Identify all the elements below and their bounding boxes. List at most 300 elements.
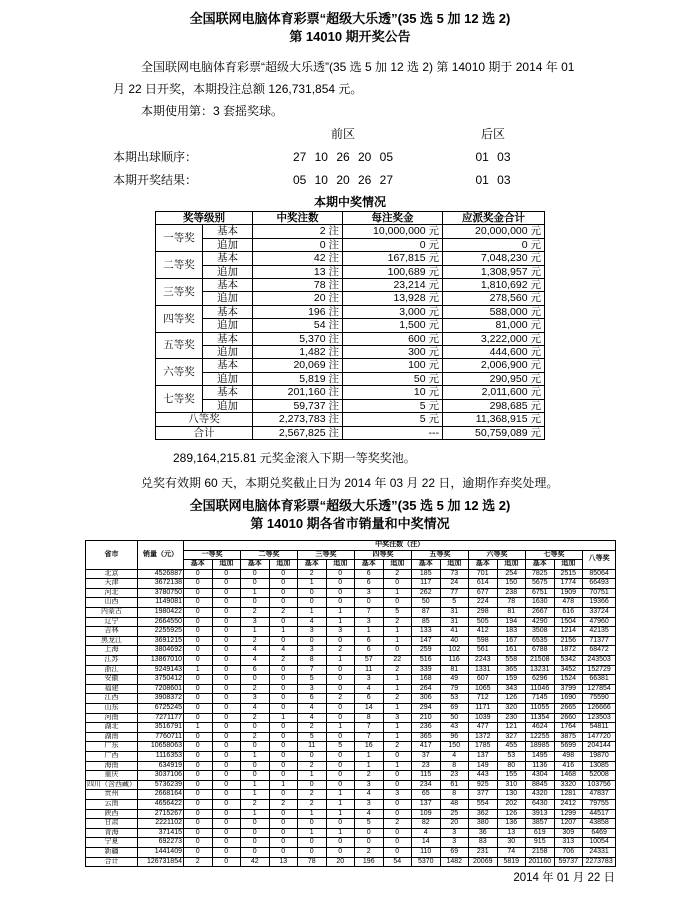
province-win-count: 362 xyxy=(469,809,498,819)
province-win-count: 3 xyxy=(383,713,412,723)
province-sales: 6725245 xyxy=(138,704,184,714)
province-win-count: 3 xyxy=(355,780,384,790)
province-row xyxy=(86,799,616,809)
province-win-count: 377 xyxy=(469,790,498,800)
province-win-count: 0 xyxy=(269,675,298,685)
province-win-count: 6 xyxy=(355,636,384,646)
province-win-count: 1 xyxy=(326,608,355,618)
province-win-count: 498 xyxy=(554,751,583,761)
province-win-count: 0 xyxy=(298,838,327,848)
prize-total-amount: 0 元 xyxy=(443,238,545,251)
province-win-count: 0 xyxy=(269,751,298,761)
province-win-count: 21508 xyxy=(526,656,555,666)
province-win-count: 150 xyxy=(497,579,526,589)
province-win-count: 3 xyxy=(383,790,412,800)
province-win-count: 161 xyxy=(497,646,526,656)
province-win-count: 11354 xyxy=(526,713,555,723)
province-win-count: 121 xyxy=(497,723,526,733)
province-win-count: 0 xyxy=(269,742,298,752)
province-win-count: 5675 xyxy=(526,579,555,589)
prize-tier-row xyxy=(156,332,545,345)
province-win-count: 5 xyxy=(440,598,469,608)
province-win-count: 339 xyxy=(412,665,441,675)
province-win-count: 0 xyxy=(212,646,241,656)
header-basic: 基本 xyxy=(469,560,498,570)
province-win-count: 0 xyxy=(326,761,355,771)
prize-count: 2,567,825 注 xyxy=(253,426,343,439)
province-win-count: 79 xyxy=(440,684,469,694)
province-win-count: 126666 xyxy=(583,704,616,714)
prize-per-amount: --- xyxy=(343,426,443,439)
province-row xyxy=(86,704,616,714)
province-name: 河北 xyxy=(86,588,138,598)
header-add: 追加 xyxy=(326,560,355,570)
province-win-count: 0 xyxy=(184,569,213,579)
province-win-count: 1372 xyxy=(469,732,498,742)
province-win-count: 0 xyxy=(184,828,213,838)
province-sales: 4656422 xyxy=(138,799,184,809)
province-win-count: 5370 xyxy=(412,857,441,867)
province-win-count: 3320 xyxy=(554,780,583,790)
province-row xyxy=(86,790,616,800)
province-win-count: 30 xyxy=(497,838,526,848)
province-win-count: 10054 xyxy=(583,838,616,848)
province-win-count: 0 xyxy=(212,579,241,589)
province-win-count: 298 xyxy=(469,608,498,618)
province-win-count: 0 xyxy=(326,819,355,829)
province-win-count: 0 xyxy=(212,636,241,646)
province-win-count: 155 xyxy=(497,771,526,781)
prize-count: 20,069 注 xyxy=(253,359,343,372)
province-name: 山东 xyxy=(86,704,138,714)
province-win-count: 137 xyxy=(412,799,441,809)
province-win-count: 4 xyxy=(241,646,270,656)
province-sales: 3691215 xyxy=(138,636,184,646)
province-win-count: 3 xyxy=(241,617,270,627)
province-win-count: 3 xyxy=(440,828,469,838)
province-win-count: 196 xyxy=(355,857,384,867)
province-win-count: 712 xyxy=(469,694,498,704)
province-win-count: 194 xyxy=(497,617,526,627)
province-win-count: 343 xyxy=(497,684,526,694)
province-win-count: 1 xyxy=(241,809,270,819)
prize-count: 2,273,783 注 xyxy=(253,413,343,426)
province-win-count: 126 xyxy=(497,694,526,704)
province-sales: 3804692 xyxy=(138,646,184,656)
province-win-count: 0 xyxy=(212,828,241,838)
draw-order-back-numbers: 01 03 xyxy=(475,149,511,164)
province-win-count: 133 xyxy=(412,627,441,637)
province-win-count: 25 xyxy=(440,809,469,819)
province-win-count: 2 xyxy=(298,569,327,579)
prize-subtype: 追加 xyxy=(203,399,253,412)
province-win-count: 23 xyxy=(440,771,469,781)
province-win-count: 202 xyxy=(497,799,526,809)
province-win-count: 1 xyxy=(383,627,412,637)
province-win-count: 0 xyxy=(269,579,298,589)
prize-count: 42 注 xyxy=(253,252,343,265)
province-win-count: 44517 xyxy=(583,809,616,819)
province-win-count: 70751 xyxy=(583,588,616,598)
province-win-count: 1495 xyxy=(526,751,555,761)
province-win-count: 915 xyxy=(526,838,555,848)
province-win-count: 11 xyxy=(355,665,384,675)
province-win-count: 3508 xyxy=(526,627,555,637)
province-win-count: 4 xyxy=(355,684,384,694)
province-row xyxy=(86,608,616,618)
province-win-count: 43 xyxy=(440,723,469,733)
province-win-count: 224 xyxy=(469,598,498,608)
prize-total-amount: 3,222,000 元 xyxy=(443,332,545,345)
province-win-count: 110 xyxy=(412,847,441,857)
province-win-count: 0 xyxy=(326,704,355,714)
province-win-count: 0 xyxy=(241,569,270,579)
province-win-count: 0 xyxy=(212,742,241,752)
province-win-count: 7 xyxy=(355,723,384,733)
prize-per-amount: 100 元 xyxy=(343,359,443,372)
province-win-count: 54811 xyxy=(583,723,616,733)
prize-tier-name: 六等奖 xyxy=(156,359,203,386)
province-win-count: 0 xyxy=(383,847,412,857)
prize-subtype: 基本 xyxy=(203,359,253,372)
province-sales: 7760711 xyxy=(138,732,184,742)
province-win-count: 607 xyxy=(469,675,498,685)
province-win-count: 204144 xyxy=(583,742,616,752)
province-name: 湖北 xyxy=(86,723,138,733)
province-win-count: 168 xyxy=(412,675,441,685)
prize-total-amount: 11,368,915 元 xyxy=(443,413,545,426)
province-sales: 2255925 xyxy=(138,627,184,637)
province-row xyxy=(86,732,616,742)
province-win-count: 50 xyxy=(440,713,469,723)
province-sales: 1441409 xyxy=(138,847,184,857)
province-win-count: 31 xyxy=(440,608,469,618)
province-win-count: 5 xyxy=(326,742,355,752)
province-win-count: 1764 xyxy=(554,723,583,733)
province-win-count: 68472 xyxy=(583,646,616,656)
province-win-count: 18985 xyxy=(526,742,555,752)
province-row xyxy=(86,819,616,829)
province-win-count: 455 xyxy=(497,742,526,752)
province-win-count: 365 xyxy=(412,732,441,742)
prize-total-amount: 588,000 元 xyxy=(443,305,545,318)
province-win-count: 102 xyxy=(440,646,469,656)
prize-header-row xyxy=(156,212,545,225)
province-win-count: 65 xyxy=(412,790,441,800)
page-title xyxy=(0,10,700,46)
prize-total-amount: 2,006,900 元 xyxy=(443,359,545,372)
province-name: 新疆 xyxy=(86,847,138,857)
prize-subtype: 追加 xyxy=(203,346,253,359)
province-win-count: 6788 xyxy=(526,646,555,656)
province-sales: 5736239 xyxy=(138,780,184,790)
prize-count: 59,737 注 xyxy=(253,399,343,412)
province-win-count: 365 xyxy=(497,665,526,675)
province-win-count: 2 xyxy=(326,646,355,656)
prize-total-amount: 20,000,000 元 xyxy=(443,225,545,238)
province-win-count: 234 xyxy=(412,780,441,790)
province-win-count: 6535 xyxy=(526,636,555,646)
province-win-count: 1 xyxy=(298,809,327,819)
province-win-count: 6 xyxy=(355,646,384,656)
province-row xyxy=(86,857,616,867)
province-row xyxy=(86,828,616,838)
province-win-count: 320 xyxy=(497,704,526,714)
province-win-count: 0 xyxy=(184,732,213,742)
province-win-count: 477 xyxy=(469,723,498,733)
province-name: 宁夏 xyxy=(86,838,138,848)
province-sales: 1980422 xyxy=(138,608,184,618)
province-win-count: 7 xyxy=(355,608,384,618)
province-win-count: 23 xyxy=(412,761,441,771)
province-name: 山西 xyxy=(86,598,138,608)
province-win-count: 0 xyxy=(269,588,298,598)
province-win-count: 0 xyxy=(326,588,355,598)
prize-tier-row xyxy=(156,346,545,359)
prize-subtype: 基本 xyxy=(203,386,253,399)
prize-total-amount: 1,308,957 元 xyxy=(443,265,545,278)
province-win-count: 2515 xyxy=(554,569,583,579)
prize-count: 2 注 xyxy=(253,225,343,238)
province-row xyxy=(86,665,616,675)
province-win-count: 81 xyxy=(440,665,469,675)
province-win-count: 1214 xyxy=(554,627,583,637)
province-win-count: 6 xyxy=(355,694,384,704)
province-win-count: 149 xyxy=(469,761,498,771)
province-win-count: 117 xyxy=(412,579,441,589)
prize-tier-row xyxy=(156,359,545,372)
province-sales: 7271177 xyxy=(138,713,184,723)
province-win-count: 0 xyxy=(184,838,213,848)
province-win-count: 6 xyxy=(355,569,384,579)
province-win-count: 0 xyxy=(298,819,327,829)
province-win-count: 24331 xyxy=(583,847,616,857)
province-row xyxy=(86,579,616,589)
province-win-count: 0 xyxy=(326,780,355,790)
province-win-count: 0 xyxy=(212,617,241,627)
province-win-count: 42135 xyxy=(583,627,616,637)
province-win-count: 1785 xyxy=(469,742,498,752)
province-win-count: 8845 xyxy=(526,780,555,790)
province-win-count: 0 xyxy=(212,790,241,800)
province-sales: 126731854 xyxy=(138,857,184,867)
province-row xyxy=(86,694,616,704)
province-sales: 2715267 xyxy=(138,809,184,819)
province-win-count: 0 xyxy=(326,598,355,608)
province-win-count: 1331 xyxy=(469,665,498,675)
province-win-count: 677 xyxy=(469,588,498,598)
province-win-count: 126 xyxy=(497,809,526,819)
province-win-count: 243503 xyxy=(583,656,616,666)
province-win-count: 13231 xyxy=(526,665,555,675)
province-win-count: 1171 xyxy=(469,704,498,714)
header-win-counts: 中奖注数（注） xyxy=(184,540,616,550)
prize-per-amount: 23,214 元 xyxy=(343,279,443,292)
draw-results-block xyxy=(113,122,700,191)
province-win-count: 2 xyxy=(241,636,270,646)
province-win-count: 0 xyxy=(241,838,270,848)
province-sales: 692273 xyxy=(138,838,184,848)
province-win-count: 13 xyxy=(497,828,526,838)
province-win-count: 0 xyxy=(184,636,213,646)
province-win-count: 1 xyxy=(355,627,384,637)
province-win-count: 1630 xyxy=(526,598,555,608)
province-win-count: 3913 xyxy=(526,809,555,819)
province-win-count: 614 xyxy=(469,579,498,589)
province-win-count: 443 xyxy=(469,771,498,781)
province-win-count: 2156 xyxy=(554,636,583,646)
province-win-count: 2660 xyxy=(554,713,583,723)
province-win-count: 0 xyxy=(269,723,298,733)
province-win-count: 2 xyxy=(241,713,270,723)
province-win-count: 0 xyxy=(184,742,213,752)
province-win-count: 8 xyxy=(440,761,469,771)
prize-tier-row xyxy=(156,372,545,385)
province-win-count: 0 xyxy=(212,684,241,694)
province-win-count: 0 xyxy=(383,598,412,608)
province-win-count: 71377 xyxy=(583,636,616,646)
province-win-count: 7825 xyxy=(526,569,555,579)
draw-result-front-numbers: 05 10 20 26 27 xyxy=(292,172,394,187)
province-win-count: 0 xyxy=(269,838,298,848)
province-name: 内蒙古 xyxy=(86,608,138,618)
province-win-count: 0 xyxy=(212,569,241,579)
province-name: 贵州 xyxy=(86,790,138,800)
province-row xyxy=(86,713,616,723)
front-zone-label: 前区 xyxy=(330,127,355,141)
province-win-count: 1909 xyxy=(554,588,583,598)
province-win-count: 0 xyxy=(184,819,213,829)
province-win-count: 1 xyxy=(241,751,270,761)
province-win-count: 16 xyxy=(355,742,384,752)
province-win-count: 152729 xyxy=(583,665,616,675)
province-win-count: 3 xyxy=(298,646,327,656)
province-win-count: 31 xyxy=(440,617,469,627)
province-win-count: 0 xyxy=(184,713,213,723)
province-win-count: 2 xyxy=(241,799,270,809)
prize-subtype: 基本 xyxy=(203,225,253,238)
province-win-count: 82 xyxy=(412,819,441,829)
province-win-count: 5819 xyxy=(497,857,526,867)
province-name: 上海 xyxy=(86,646,138,656)
province-win-count: 2 xyxy=(383,617,412,627)
prize-total-amount: 50,759,089 元 xyxy=(443,426,545,439)
province-win-count: 11046 xyxy=(526,684,555,694)
province-win-count: 1 xyxy=(298,608,327,618)
province-name: 辽宁 xyxy=(86,617,138,627)
prize-total-amount: 1,810,692 元 xyxy=(443,279,545,292)
province-win-count: 0 xyxy=(212,608,241,618)
prize-tier-row xyxy=(156,265,545,278)
province-win-count: 57 xyxy=(355,656,384,666)
province-win-count: 40 xyxy=(440,636,469,646)
province-win-count: 37 xyxy=(412,751,441,761)
draw-order-row xyxy=(113,145,700,168)
province-win-count: 262 xyxy=(412,588,441,598)
province-win-count: 0 xyxy=(212,694,241,704)
province-name: 天津 xyxy=(86,579,138,589)
province-win-count: 2 xyxy=(241,608,270,618)
province-name: 海南 xyxy=(86,761,138,771)
province-win-count: 0 xyxy=(326,732,355,742)
province-row xyxy=(86,742,616,752)
province-win-count: 48 xyxy=(440,799,469,809)
province-win-count: 0 xyxy=(184,656,213,666)
province-name: 福建 xyxy=(86,684,138,694)
prize-per-amount: 5 元 xyxy=(343,413,443,426)
province-win-count: 0 xyxy=(269,819,298,829)
province-win-count: 0 xyxy=(355,598,384,608)
redeem-line: 兑奖有效期 60 天，本期兑奖截止日为 2014 年 03 月 22 日，逾期作弃奖处理。 xyxy=(141,475,559,490)
province-win-count: 4 xyxy=(412,828,441,838)
prize-total-amount: 444,600 元 xyxy=(443,346,545,359)
province-sales: 1149081 xyxy=(138,598,184,608)
province-win-count: 0 xyxy=(184,704,213,714)
province-win-count: 1 xyxy=(298,771,327,781)
province-win-count: 0 xyxy=(184,847,213,857)
province-win-count: 2273783 xyxy=(583,857,616,867)
province-win-count: 0 xyxy=(298,751,327,761)
province-win-count: 0 xyxy=(269,828,298,838)
prize-per-amount: 1,500 元 xyxy=(343,319,443,332)
province-win-count: 0 xyxy=(326,636,355,646)
province-name: 四川（含西藏） xyxy=(86,780,138,790)
header-add: 追加 xyxy=(212,560,241,570)
prize-header-count: 中奖注数 xyxy=(253,212,343,225)
province-sales: 3516791 xyxy=(138,723,184,733)
province-win-count: 41 xyxy=(440,627,469,637)
province-win-count: 0 xyxy=(212,857,241,867)
province-win-count: 2 xyxy=(383,742,412,752)
province-win-count: 5 xyxy=(383,608,412,618)
province-win-count: 6 xyxy=(298,694,327,704)
province-win-count: 50 xyxy=(412,598,441,608)
province-win-count: 78 xyxy=(298,857,327,867)
province-win-count: 1 xyxy=(298,579,327,589)
province-win-count: 0 xyxy=(355,828,384,838)
province-win-count: 47837 xyxy=(583,790,616,800)
province-win-count: 4624 xyxy=(526,723,555,733)
province-win-count: 1774 xyxy=(554,579,583,589)
prize-table-title: 本期中奖情况 xyxy=(313,195,386,209)
province-win-count: 0 xyxy=(355,838,384,848)
province-win-count: 1 xyxy=(383,761,412,771)
province-win-count: 159 xyxy=(497,675,526,685)
header-tier: 一等奖 xyxy=(184,550,241,560)
province-header-row xyxy=(86,540,616,550)
province-row xyxy=(86,588,616,598)
province-win-count: 1 xyxy=(326,723,355,733)
province-name: 合计 xyxy=(86,857,138,867)
province-win-count: 33724 xyxy=(583,608,616,618)
province-row xyxy=(86,656,616,666)
province-win-count: 3875 xyxy=(554,732,583,742)
prize-tier-name: 八等奖 xyxy=(156,413,253,426)
province-win-count: 0 xyxy=(269,665,298,675)
province-win-count: 185 xyxy=(412,569,441,579)
province-sales: 3672138 xyxy=(138,579,184,589)
province-win-count: 123503 xyxy=(583,713,616,723)
province-win-count: 0 xyxy=(326,847,355,857)
province-win-count: 5 xyxy=(298,732,327,742)
province-win-count: 0 xyxy=(269,684,298,694)
province-name: 江西 xyxy=(86,694,138,704)
province-name: 甘肃 xyxy=(86,819,138,829)
province-row xyxy=(86,847,616,857)
province-win-count: 701 xyxy=(469,569,498,579)
province-win-count: 0 xyxy=(212,732,241,742)
province-win-count: 130 xyxy=(497,790,526,800)
